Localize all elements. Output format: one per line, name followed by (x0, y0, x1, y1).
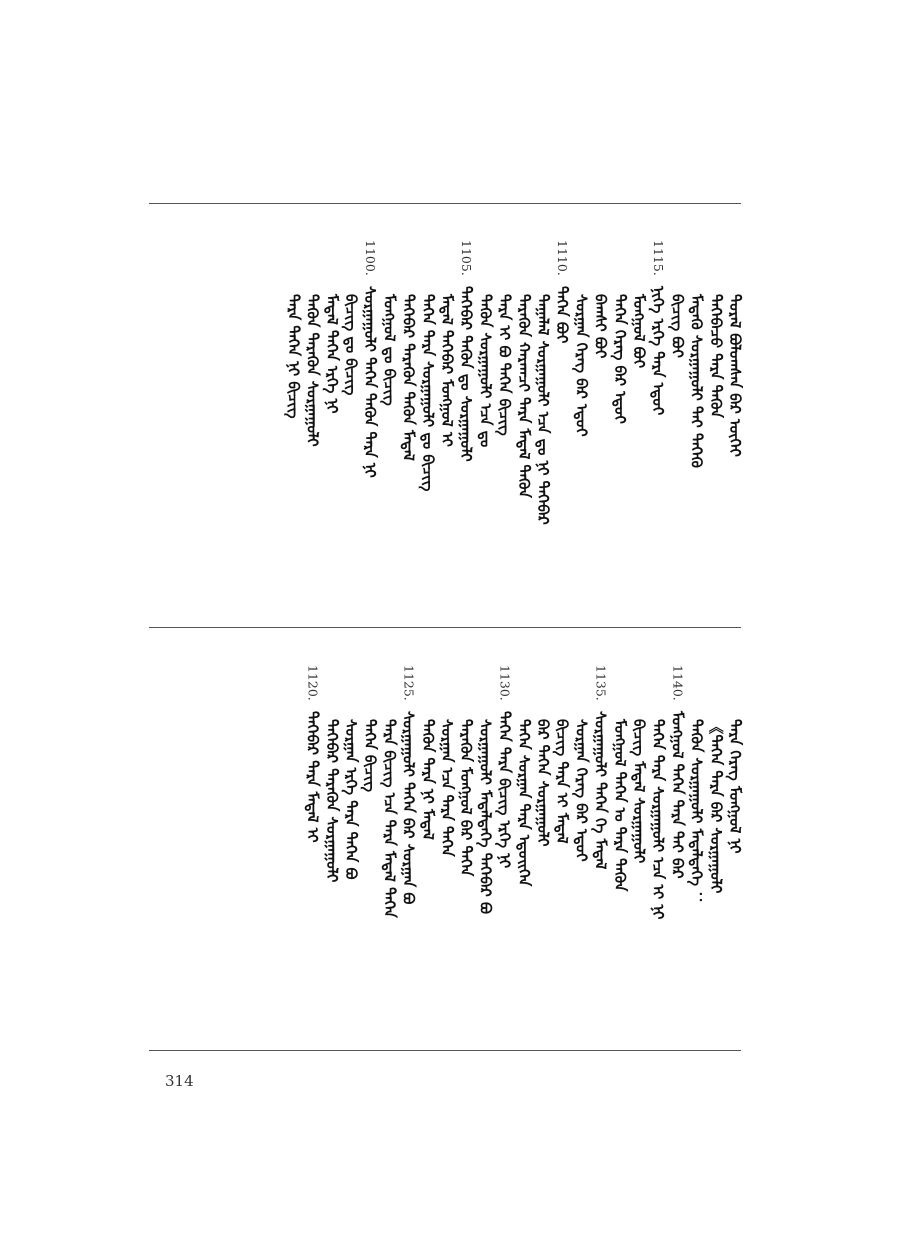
verse-column (591, 240, 611, 358)
verse-line: ᠰᠤᠷᠭᠠᠨ ᠡᠴᠡ ᠲᠡᠷᠡ ᠲᠡᠭᠡᠨ (438, 719, 456, 857)
verse-column (533, 240, 553, 525)
verse-line: ᠲᠡᠭᠡᠪᠡᠷ ᠲᠡᠭᠦᠨ ᠳᠤ ᠰᠤᠷᠭᠠᠭᠤᠯᠢ (457, 286, 476, 462)
line-number: 1105. (459, 240, 475, 276)
verse-line: ᠨᠢᠭᠡ ᠡᠷᠬᠡ ᠲᠡᠷᠡ ᠡᠳᠦᠢ (649, 286, 668, 416)
verse-column (610, 665, 630, 891)
verse-column (648, 240, 668, 415)
verse-line: ᠲᠡᠭᠡᠨ ᠰᠤᠷᠭᠠᠨ ᠲᠡᠷᠡ ᠡᠳᠦᠢᠬᠡᠨ (514, 719, 533, 887)
verse-column (725, 665, 745, 854)
bottom-divider (149, 1050, 741, 1051)
verse-line: ᠰᠤᠷᠭᠠᠭᠤᠯᠢ ᠮᠡᠳᠡᠯᠲᠡᠭᠡ ᠲᠡᠭᠡᠪᠡᠷ ᠪᠤ (476, 719, 495, 914)
verse-column (667, 240, 687, 358)
page-number: 314 (165, 1072, 194, 1090)
verse-line: ᠪᠢᠴᠢᠭ ᠲᠡᠷᠡ ᠢ ᠮᠡᠳᠡᠯ (553, 719, 572, 844)
verse-line: ᠲᠡᠭᠦᠨ ᠰᠤᠷᠭᠠᠭᠤᠯᠢ ᠡᠴᠡ ᠳᠤ (476, 294, 495, 448)
verse-column (360, 240, 380, 478)
verse-column (475, 665, 495, 914)
top-divider (149, 203, 741, 204)
line-number: 1140. (670, 665, 686, 701)
verse-column (379, 240, 399, 406)
verse-line: ᠮᠣᠩᠭᠣᠯ ᠪᠤᠢ (630, 294, 648, 369)
verse-column (514, 665, 534, 886)
verse-line: 《ᠲᠡᠭᠡᠨ ᠲᠡᠷᠡ ᠪᠠᠷ ᠰᠤᠷᠭᠠᠭᠤᠯᠢ (706, 719, 725, 894)
verse-column (475, 240, 495, 447)
verse-line: ᠲᠡᠷᠡ ᠢ ᠪᠤ ᠲᠡᠭᠡᠨ ᠪᠢᠴᠢᠭ (495, 294, 514, 436)
verse-line: ᠪᠠᠷ ᠲᠡᠭᠡᠨ ᠰᠤᠷᠭᠠᠭᠤᠯᠢ (534, 719, 552, 847)
verse-column (648, 665, 668, 919)
verse-column (322, 240, 342, 414)
verse-line: ᠰᠤᠷᠭᠠᠭᠤᠯᠢ ᠲᠡᠭᠡᠨ ᠪᠠᠷ ᠰᠤᠷᠭᠠᠨ ᠪᠤ (399, 711, 418, 905)
line-number: 1120. (305, 665, 321, 701)
verse-column (418, 240, 438, 491)
verse-column (283, 240, 303, 419)
verse-line: ᠲᠡᠭᠦᠨ ᠰᠤᠷᠭᠠᠭᠤᠯᠢ ᠮᠡᠳᠡᠯᠲᠡᠭᠡ ： (687, 719, 706, 907)
verse-column (495, 665, 515, 868)
verse-line: ᠰᠤᠷᠭᠠᠨ ᠬᠡᠷᠡᠭ ᠪᠠᠷ ᠡᠳᠦᠢ (572, 719, 591, 862)
line-number: 1100. (363, 240, 379, 276)
verse-line: ᠰᠤᠷᠭᠠᠭᠤᠯᠢ ᠲᠡᠭᠡᠨ ᠬᠡ ᠮᠡᠳᠡᠯ (591, 711, 610, 870)
verse-column (687, 240, 707, 468)
verse-column (456, 240, 476, 462)
verse-line: ᠮᠣᠩᠭᠣᠯ ᠲᠡᠭᠡᠨ ᠲᠡᠷᠡ ᠲᠡᠢ ᠪᠠᠷ (668, 711, 687, 879)
top-verse-block (145, 240, 745, 620)
verse-line: ᠲᠡᠭᠡᠨ ᠲᠡᠷᠡ ᠰᠤᠷᠭᠠᠭᠤᠯᠢ ᠡᠴᠡ ᠢ ᠨᠢ (649, 719, 668, 920)
verse-line: ᠲᠡᠭᠡᠪᠡᠴᠦ ᠲᠡᠷᠡ ᠲᠡᠭᠦᠨ (706, 294, 725, 418)
verse-column (379, 665, 399, 918)
verse-line: ᠲᠡᠭᠡᠨ ᠪᠢᠴᠢᠭ (361, 719, 380, 793)
verse-column (437, 240, 457, 447)
verse-line: ᠰᠤᠷᠭᠠᠭᠤᠯᠢ ᠲᠡᠭᠡᠨ ᠲᠡᠭᠦᠨ ᠲᠡᠷᠡ ᠨᠢ (361, 286, 380, 478)
verse-line: ᠮᠡᠳᠡᠯ ᠲᠡᠭᠡᠨ ᠡᠷᠬᠡ ᠨᠢ (322, 294, 341, 414)
verse-line: ᠲᠡᠭᠡᠨ ᠲᠡᠷᠡ ᠪᠢᠴᠢᠭ ᠡᠷᠬᠡ ᠨᠢ (495, 711, 514, 869)
verse-column (341, 665, 361, 879)
verse-column (303, 240, 323, 447)
verse-column (399, 665, 419, 904)
verse-column (360, 665, 380, 792)
verse-column (629, 240, 649, 368)
verse-line: ᠲᠡᠭᠡᠪᠡᠷ ᠲᠡᠷᠡᠭᠦᠨ ᠰᠤᠷᠭᠠᠭᠤᠯᠢ (322, 719, 341, 883)
verse-line: ᠲᠡᠷᠡᠭᠦᠨ ᠮᠣᠩᠭᠣᠯ ᠪᠠᠷ ᠲᠡᠭᠡᠨ (457, 719, 476, 877)
verse-line: ᠪᠠᠭᠰᠢ ᠪᠤᠢ (591, 294, 610, 359)
verse-column (418, 665, 438, 840)
verse-column (706, 240, 726, 418)
verse-column (552, 665, 572, 844)
verse-column (571, 665, 591, 862)
verse-line: ᠮᠣᠩᠭᠣᠯ ᠳᠤ ᠪᠢᠴᠢᠭ (380, 294, 399, 406)
verse-line: ᠳᠤᠷᠠᠯ ᠪᠤᠯᠤᠭᠰᠠᠨ ᠪᠡᠷ ᠦᠭᠡᠢ (726, 294, 744, 457)
verse-line: ᠲᠡᠷᠡ ᠬᠡᠷᠡᠭ ᠮᠣᠩᠭᠣᠯ ᠨᠢ (726, 719, 744, 854)
line-number: 1130. (497, 665, 513, 701)
verse-line: ᠮᠡᠳᠡᠯ ᠲᠡᠭᠡᠪᠡᠷ ᠮᠣᠩᠭᠣᠯ ᠢ (438, 294, 456, 447)
line-number: 1110. (555, 240, 571, 276)
verse-line: ᠲᠡᠭᠦᠨ ᠲᠡᠷᠡ ᠨᠢ ᠮᠡᠳᠡᠯ (418, 719, 437, 840)
verse-line: ᠰᠤᠷᠭᠠᠨ ᠬᠡᠷᠡᠭ ᠪᠠᠷ ᠡᠳᠦᠢ (572, 294, 591, 437)
verse-column (725, 240, 745, 457)
verse-column (303, 665, 323, 843)
verse-column (341, 240, 361, 395)
verse-column (667, 665, 687, 878)
verse-column (687, 665, 707, 906)
verse-column (610, 240, 630, 424)
verse-line: ᠲᠠᠭᠠᠯᠠᠯ ᠰᠤᠷᠭᠠᠭᠤᠯᠢ ᠡᠴᠡ ᠳᠤ ᠨᠢ ᠲᠡᠭᠡᠪᠡᠷ (534, 294, 552, 525)
verse-line: ᠲᠡᠭᠦᠨ ᠲᠡᠷᠡᠭᠦᠨ ᠰᠤᠷᠭᠠᠭᠤᠯᠢ (303, 294, 322, 447)
line-number: 1115. (651, 240, 667, 276)
verse-column (706, 665, 726, 893)
verse-line: ᠲᠡᠭᠡᠨ ᠬᠡᠷᠡᠭ ᠪᠠᠷ ᠡᠳᠦᠢ (610, 294, 629, 424)
verse-line: ᠲᠡᠭᠡᠨ ᠪᠤᠢ (553, 286, 572, 344)
line-number: 1125. (401, 665, 417, 701)
verse-column (495, 240, 515, 436)
verse-line: ᠮᠣᠩᠭᠣᠯ ᠲᠡᠭᠡᠨ ᠤ ᠲᠡᠷᠡ ᠲᠡᠭᠦᠨ (610, 719, 629, 892)
bottom-verse-block (145, 665, 745, 1045)
verse-column (322, 665, 342, 882)
middle-divider (149, 627, 741, 628)
verse-line: ᠲᠡᠷᠡ ᠪᠢᠴᠢᠭ ᠡᠴᠡ ᠲᠡᠷᠡ ᠮᠡᠳᠡᠯ ᠲᠡᠭᠡᠨ (380, 719, 399, 918)
verse-column (533, 665, 553, 847)
verse-line: ᠮᠡᠳᠡᠬᠦ ᠰᠤᠷᠭᠠᠭᠤᠯᠢ ᠲᠡᠢ ᠲᠡᠭᠡᠬᠦ (687, 294, 706, 468)
verse-line: ᠲᠡᠭᠡᠪᠡᠷ ᠲᠡᠷᠡ ᠮᠡᠳᠡᠯ ᠢ (303, 711, 322, 843)
verse-line: ᠲᠡᠷᠡ ᠲᠡᠭᠡᠨ ᠨᠢ ᠪᠢᠴᠢᠭ (284, 294, 303, 419)
verse-line: ᠲᠡᠭᠡᠨ ᠲᠡᠷᠡ ᠰᠤᠷᠭᠠᠭᠤᠯᠢ ᠳᠤ ᠪᠢᠴᠢᠭ (418, 294, 437, 492)
verse-column (514, 240, 534, 498)
verse-column (399, 240, 419, 461)
verse-column (552, 240, 572, 343)
verse-column (437, 665, 457, 857)
verse-line: ᠪᠢᠴᠢᠭ ᠮᠡᠳᠡᠯ ᠰᠤᠷᠭᠠᠭᠤᠯᠢ (630, 719, 648, 864)
line-number: 1135. (593, 665, 609, 701)
verse-column (629, 665, 649, 863)
verse-line: ᠲᠡᠭᠡᠪᠡᠷ ᠲᠡᠷᠡᠭᠦᠨ ᠲᠡᠭᠦᠨ ᠮᠡᠳᠡᠯ (399, 294, 418, 461)
verse-line: ᠪᠢᠴᠢᠭ ᠪᠤᠢ (668, 294, 687, 358)
verse-column (591, 665, 611, 869)
verse-line: ᠰᠤᠷᠭᠠᠨ ᠡᠷᠬᠡ ᠲᠡᠷᠡ ᠲᠡᠭᠡᠨ ᠪᠤ (342, 719, 360, 880)
verse-column (571, 240, 591, 437)
verse-line: ᠲᠡᠷᠡᠭᠦᠨ ᠬᠠᠷᠠᠭᠴᠢ ᠲᠡᠷᠡ ᠮᠡᠳᠡᠯ ᠲᠡᠭᠦᠨ (514, 294, 533, 498)
verse-column (456, 665, 476, 876)
verse-line: ᠪᠢᠴᠢᠭ ᠳᠤ ᠪᠢᠴᠢᠭ (342, 294, 360, 396)
